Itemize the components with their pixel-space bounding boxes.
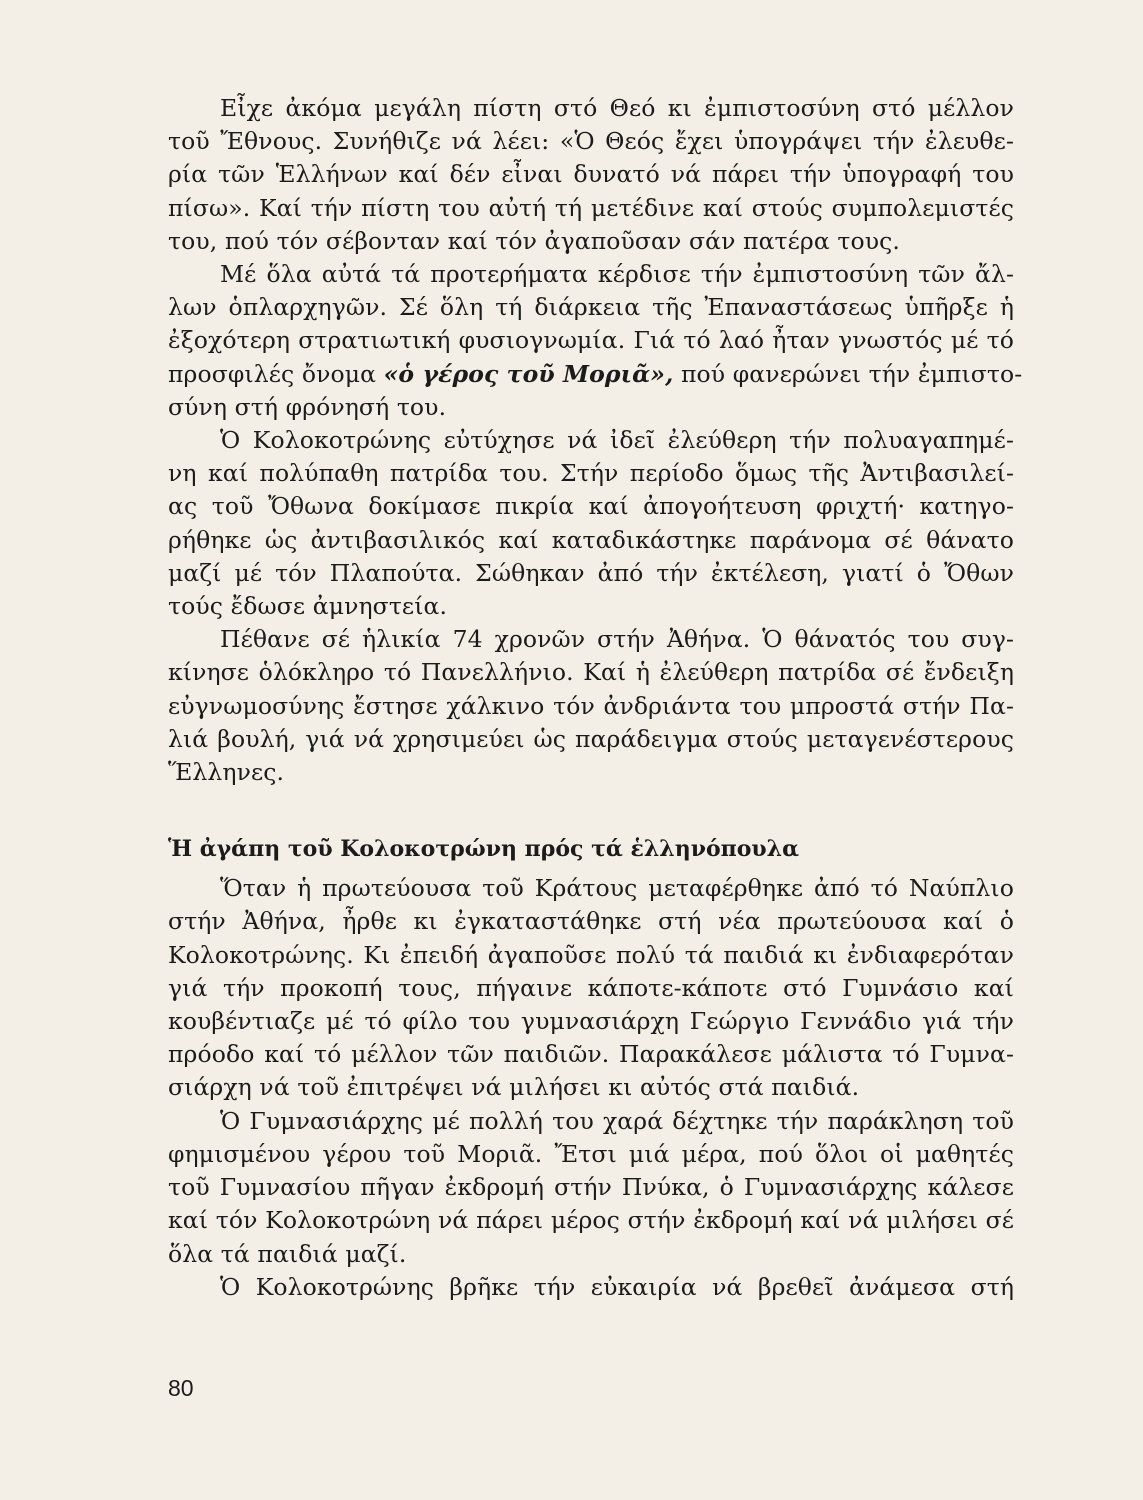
text-line: Εἶχε ἀκόμα μεγάλη πίστη στό Θεό κι ἐμπιστοσύνη στό μέλλον — [220, 94, 1014, 122]
page-number: 80 — [168, 1375, 194, 1401]
text-line: ρία τῶν Ἑλλήνων καί δέν εἶναι δυνατό νά πάρει τήν ὑπογραφή του — [168, 160, 1014, 189]
text-line: τοῦ Ἔθνους. Συνήθιζε νά λέει: «Ὁ Θεός ἔχει ὑπογράψει τήν ἐλευθε- — [168, 127, 1014, 156]
text-line: νη καί πολύπαθη πατρίδα του. Στήν περίοδο ὅμως τῆς Ἀντιβασιλεί- — [168, 459, 1014, 488]
text-line: φημισμένου γέρου τοῦ Μοριᾶ. Ἔτσι μιά μέρα, πού ὅλοι οἱ μαθητές — [168, 1139, 1014, 1168]
text-fragment: πού φανερώνει τήν ἐμπιστο- — [673, 359, 1023, 388]
text-line: γιά τήν προκοπή τους, πήγαινε κάποτε-κάποτε στό Γυμνάσιο καί — [168, 973, 1014, 1002]
text-line: Ἕλληνες. — [168, 758, 285, 787]
text-line: λιά βουλή, γιά νά χρησιμεύει ὡς παράδειγμα στούς μεταγενέστερους — [168, 724, 1014, 753]
text-line: στήν Ἀθήνα, ἦρθε κι ἐγκαταστάθηκε στή νέα πρωτεύουσα καί ὁ — [168, 907, 1014, 936]
text-line: πρόοδο καί τό μέλλον τῶν παιδιῶν. Παρακάλεσε μάλιστα τό Γυμνα- — [168, 1040, 1014, 1069]
text-line: κίνησε ὁλόκληρο τό Πανελλήνιο. Καί ἡ ἐλεύθερη πατρίδα σέ ἔνδειξη — [168, 658, 1014, 687]
text-line: Ὁ Κολοκοτρώνης εὐτύχησε νά ἰδεῖ ἐλεύθερη τήν πολυαγαπημέ- — [220, 426, 1014, 455]
body-text — [168, 92, 1023, 1304]
emphasized-nickname: «ὁ γέρος τοῦ Μοριᾶ», — [383, 359, 674, 388]
paragraph-5 — [168, 872, 1014, 1104]
text-line: ρήθηκε ὡς ἀντιβασιλικός καί καταδικάστηκε παράνομα σέ θάνατο — [168, 525, 1014, 554]
paragraph-2 — [168, 258, 1023, 424]
text-line: Μέ ὅλα αὐτά τά προτερήματα κέρδισε τήν ἐμπιστοσύνη τῶν ἄλ- — [220, 260, 1014, 289]
text-line: ἐξοχότερη στρατιωτική φυσιογνωμία. Γιά τό λαό ἦταν γνωστός μέ τό — [168, 326, 1014, 355]
text-line: σύνη στή φρόνησή του. — [168, 392, 447, 421]
text-line: μαζί μέ τόν Πλαπούτα. Σώθηκαν ἀπό τήν ἐκτέλεση, γιατί ὁ Ὄθων — [168, 558, 1014, 587]
text-line: λων ὁπλαρχηγῶν. Σέ ὅλη τή διάρκεια τῆς Ἐπαναστάσεως ὑπῆρξε ἡ — [168, 293, 1014, 322]
text-fragment: προσφιλές ὄνομα — [168, 359, 384, 388]
paragraph-7 — [168, 1271, 1014, 1304]
text-line: τοῦ Γυμνασίου πῆγαν ἐκδρομή στήν Πνύκα, ὁ Γυμνασιάρχης κάλεσε — [168, 1173, 1014, 1202]
paragraph-4 — [168, 623, 1014, 789]
paragraph-6 — [168, 1105, 1014, 1271]
text-line: Πέθανε σέ ἡλικία 74 χρονῶν στήν Ἀθήνα. Ὁ θάνατός του συγ- — [220, 625, 1014, 654]
text-line — [168, 358, 1023, 391]
text-line: ὅλα τά παιδιά μαζί. — [168, 1239, 407, 1268]
text-line: κουβέντιαζε μέ τό φίλο του γυμνασιάρχη Γεώργιο Γεννάδιο γιά τήν — [168, 1007, 1014, 1036]
text-line: Κολοκοτρώνης. Κι ἐπειδή ἀγαποῦσε πολύ τά παιδιά κι ἐνδιαφερόταν — [168, 940, 1014, 969]
text-line: τούς ἔδωσε ἀμνηστεία. — [168, 592, 448, 621]
text-line: πίσω». Καί τήν πίστη του αὐτή τή μετέδινε καί στούς συμπολεμιστές — [168, 193, 1014, 222]
text-line: σιάρχη νά τοῦ ἐπιτρέψει νά μιλήσει κι αὐτός στά παιδιά. — [168, 1073, 860, 1102]
text-line: Ὁ Γυμνασιάρχης μέ πολλή του χαρά δέχτηκε τήν παράκληση τοῦ — [220, 1106, 1014, 1135]
text-line: καί τόν Κολοκοτρώνη νά πάρει μέρος στήν ἐκδρομή καί νά μιλήσει σέ — [168, 1206, 1014, 1235]
paragraph-1 — [168, 92, 1014, 258]
text-line: Ὁ Κολοκοτρώνης βρῆκε τήν εὐκαιρία νά βρεθεῖ ἀνάμεσα στή — [220, 1272, 1014, 1301]
text-line: ας τοῦ Ὄθωνα δοκίμασε πικρία καί ἀπογοήτευση φριχτή· κατηγο- — [168, 492, 1014, 521]
section-heading: Ἡ ἀγάπη τοῦ Κολοκοτρώνη πρός τά ἑλληνόπουλα — [168, 836, 800, 863]
text-line: εὐγνωμοσύνης ἔστησε χάλκινο τόν ἀνδριάντα του μπροστά στήν Πα- — [168, 691, 1014, 720]
text-line: Ὅταν ἡ πρωτεύουσα τοῦ Κράτους μεταφέρθηκε ἀπό τό Ναύπλιο — [220, 874, 1014, 903]
text-line: του, πού τόν σέβονταν καί τόν ἀγαποῦσαν σάν πατέρα τους. — [168, 226, 900, 255]
paragraph-3 — [168, 424, 1014, 623]
